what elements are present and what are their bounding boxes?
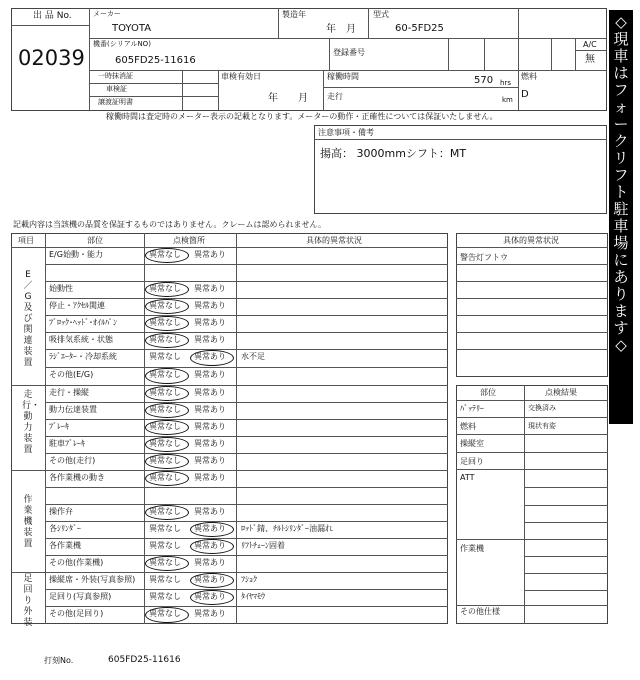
- row-ng: 異常あり: [194, 318, 226, 327]
- inspection-unit: 年 月: [268, 93, 308, 104]
- row-ok: 異常なし: [149, 558, 181, 567]
- header-item: 項目: [18, 236, 34, 245]
- selected-mark: [145, 333, 189, 348]
- row-ng: 異常あり: [194, 422, 226, 431]
- row-ok: 異常なし: [149, 575, 181, 584]
- row-ng: 異常あり: [194, 301, 226, 310]
- row-detail: ﾀｲﾔﾏﾓｳ: [241, 592, 265, 601]
- row-part: 足回り(写真参照): [49, 592, 112, 601]
- selected-mark: [145, 454, 189, 469]
- ac-value: 無: [585, 54, 595, 65]
- row-part: その他(足回り): [49, 609, 104, 618]
- row-ok: 異常なし: [149, 284, 181, 293]
- ac-label: A/C: [583, 40, 597, 49]
- row-part: ﾌﾞﾛｯｸ･ﾍｯﾄﾞ･ｵｲﾙﾊﾟﾝ: [49, 318, 117, 327]
- selected-mark: [145, 607, 189, 623]
- row-ok: 異常なし: [149, 318, 181, 327]
- selected-mark: [145, 556, 189, 571]
- row-part: 停止・ｱｸｾﾙ関連: [49, 301, 105, 310]
- row-ok: 異常なし: [149, 301, 181, 310]
- selected-mark: [190, 350, 234, 366]
- row-ng: 異常あり: [194, 575, 226, 584]
- row-ng: 異常あり: [194, 558, 226, 567]
- temp-permit-label: 一時抹消証: [98, 72, 133, 80]
- registration-label: 登録番号: [333, 48, 365, 57]
- results-fuel-label: 燃料: [460, 422, 476, 431]
- row-ng: 異常あり: [194, 405, 226, 414]
- row-ok: 異常なし: [149, 370, 181, 379]
- row-ng: 異常あり: [194, 524, 226, 533]
- group-label-undercarriage: 足回り外装: [23, 574, 33, 628]
- row-ng: 異常あり: [194, 439, 226, 448]
- maker-value: TOYOTA: [112, 23, 152, 34]
- row-part: 各ｼﾘﾝﾀﾞｰ: [49, 524, 81, 533]
- cab-label: 操縦室: [460, 439, 484, 448]
- other-spec-label: その他仕様: [460, 607, 500, 616]
- quality-note: 記載内容は当該機の品質を保証するものではありません。クレームは認められません。: [13, 220, 326, 229]
- transfer-cert-label: 譲渡証明書: [98, 98, 133, 106]
- selected-mark: [145, 316, 189, 331]
- row-detail: ﾌｼｮｸ: [241, 575, 257, 584]
- row-ok: 異常なし: [149, 456, 181, 465]
- inspection-label: 車検有効日: [221, 72, 261, 81]
- group-label-work: 作業機装置: [23, 495, 33, 549]
- row-ok: 異常なし: [149, 541, 181, 550]
- row-ng: 異常あり: [194, 456, 226, 465]
- side-detail-header: 具体的異常状況: [503, 236, 559, 245]
- row-part: 走行・操縦: [49, 388, 89, 397]
- results-part-header: 部位: [480, 388, 496, 397]
- row-ng: 異常あり: [194, 284, 226, 293]
- row-part: E/G始動・能力: [49, 250, 103, 259]
- row-ng: 異常あり: [194, 250, 226, 259]
- selected-mark: [145, 437, 189, 452]
- row-part: その他(E/G): [49, 370, 94, 379]
- row-ng: 異常あり: [194, 388, 226, 397]
- undercarriage-label: 足回り: [460, 457, 484, 466]
- maker-label: メーカー: [93, 10, 121, 18]
- hours-value: 570: [474, 75, 494, 86]
- row-ng: 異常あり: [194, 370, 226, 379]
- row-ok: 異常なし: [149, 335, 181, 344]
- group-label-engine: E／G及び関連装置: [23, 270, 33, 368]
- serial-value: 605FD25-11616: [115, 55, 196, 66]
- hours-label: 稼働時間: [327, 72, 359, 81]
- row-part: その他(作業機): [49, 558, 104, 567]
- row-part: 始動性: [49, 284, 73, 293]
- row-part: その他(走行): [49, 456, 96, 465]
- selected-mark: [145, 248, 189, 263]
- row-part: 吸排気系統・状態: [49, 335, 113, 344]
- selected-mark: [190, 539, 234, 554]
- location-text: ◇現車はフォークリフト駐車場にあります◇: [613, 13, 629, 354]
- meter-note: 稼働時間は査定時のメーター表示の記載となります。メーターの動作・正確性については保証いたしません。: [106, 112, 498, 121]
- travel-unit: km: [502, 96, 513, 104]
- selected-mark: [190, 590, 234, 605]
- fuel-value: D: [521, 89, 529, 100]
- row-detail: 水不足: [241, 352, 265, 361]
- selected-mark: [145, 403, 189, 418]
- header-detail: 具体的異常状況: [306, 236, 362, 245]
- hours-unit: hrs: [500, 79, 511, 87]
- travel-label: 走行: [327, 92, 343, 101]
- row-part: 各作業機の動き: [49, 473, 105, 482]
- row-part: 動力伝達装置: [49, 405, 97, 414]
- row-ok: 異常なし: [149, 473, 181, 482]
- row-ok: 異常なし: [149, 388, 181, 397]
- battery-label: ﾊﾞｯﾃﾘｰ: [460, 404, 484, 413]
- work-label: 作業機: [460, 544, 484, 553]
- lot-number: 02039: [18, 46, 85, 70]
- selected-mark: [145, 471, 189, 486]
- model-label: 型式: [373, 10, 389, 19]
- row-ok: 異常なし: [149, 524, 181, 533]
- fuel-label: 燃料: [521, 72, 537, 81]
- location-banner: [609, 10, 633, 424]
- selected-mark: [145, 368, 189, 384]
- row-ng: 異常あり: [194, 335, 226, 344]
- results-fuel-value: 現状有姿: [528, 422, 556, 430]
- year-label: 製造年: [282, 10, 306, 19]
- row-ng: 異常あり: [194, 473, 226, 482]
- row-part: ﾌﾞﾚｰｷ: [49, 422, 69, 431]
- row-ok: 異常なし: [149, 405, 181, 414]
- row-ok: 異常なし: [149, 592, 181, 601]
- row-part: 操作弁: [49, 507, 73, 516]
- att-label: ATT: [460, 473, 475, 482]
- row-ng: 異常あり: [194, 507, 226, 516]
- vehicle-cert-label: 車検証: [106, 85, 127, 93]
- header-part: 部位: [87, 236, 103, 245]
- model-value: 60-5FD25: [395, 23, 444, 34]
- row-ng: 異常あり: [194, 541, 226, 550]
- selected-mark: [145, 386, 189, 401]
- row-ok: 異常なし: [149, 352, 181, 361]
- row-detail: ﾛｯﾄﾞ錆、ﾁﾙﾄｼﾘﾝﾀﾞｰ油漏れ: [241, 524, 333, 533]
- row-part: 操縦席・外装(写真参照): [49, 575, 136, 584]
- lot-label: 出 品 No.: [33, 11, 72, 21]
- side-detail-value: 警告灯フトウ: [460, 253, 508, 262]
- stamp-value: 605FD25-11616: [108, 655, 181, 665]
- selected-mark: [190, 522, 234, 537]
- row-ok: 異常なし: [149, 439, 181, 448]
- selected-mark: [145, 282, 189, 297]
- group-label-travel: 走行・動力装置: [22, 390, 41, 455]
- row-part: 各作業機: [49, 541, 81, 550]
- selected-mark: [145, 505, 189, 520]
- battery-value: 交換済み: [528, 404, 556, 412]
- selected-mark: [145, 420, 189, 435]
- year-unit: 年 月: [326, 24, 356, 35]
- remarks-label: 注意事項・備考: [318, 128, 374, 137]
- row-ok: 異常なし: [149, 507, 181, 516]
- row-ng: 異常あり: [194, 352, 226, 361]
- row-ng: 異常あり: [194, 592, 226, 601]
- row-ng: 異常あり: [194, 609, 226, 618]
- stamp-label: 打刻No.: [44, 656, 74, 665]
- row-part: ﾗｼﾞｴｰﾀｰ・冷却系統: [49, 352, 117, 361]
- row-ok: 異常なし: [149, 609, 181, 618]
- row-ok: 異常なし: [149, 250, 181, 259]
- remarks-value: 揚高： 3000mmシフト：MT: [320, 147, 467, 160]
- row-ok: 異常なし: [149, 422, 181, 431]
- serial-label: 機番(シリアルNO): [93, 40, 151, 48]
- results-result-header: 点検結果: [545, 388, 577, 397]
- row-detail: ﾘﾌﾄﾁｪｰﾝ固着: [241, 541, 285, 550]
- selected-mark: [190, 573, 234, 588]
- selected-mark: [145, 299, 189, 314]
- header-check: 点検箇所: [173, 236, 205, 245]
- row-part: 駐車ﾌﾞﾚｰｷ: [49, 439, 85, 448]
